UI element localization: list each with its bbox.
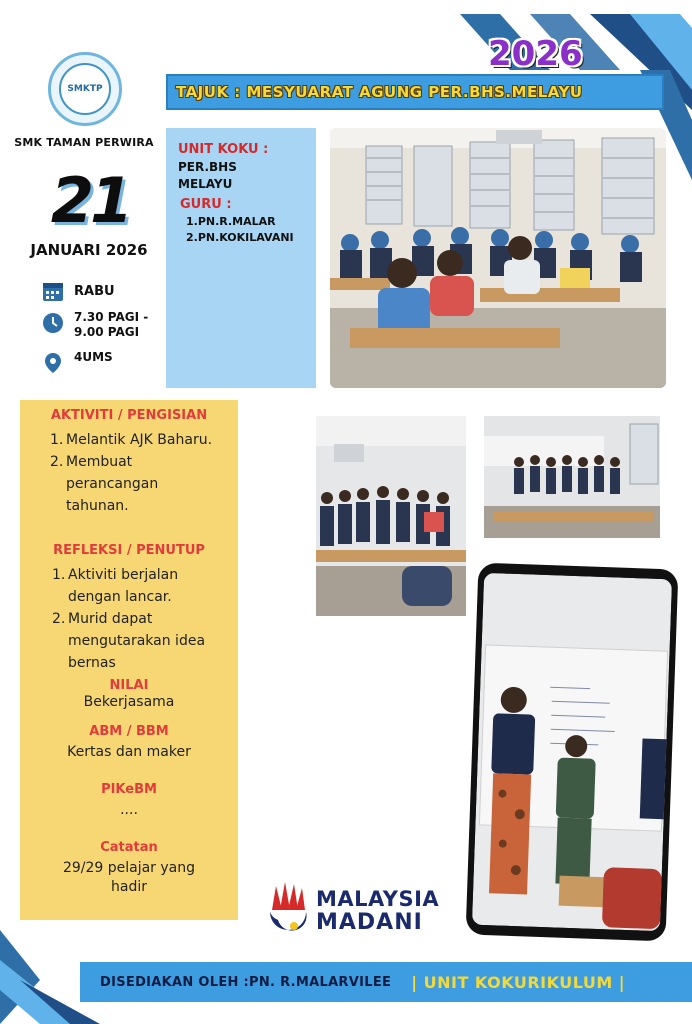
list-item-number: 1. [50,432,64,448]
list-item-text: Murid dapat mengutarakan idea bernas [68,611,206,671]
malaysia-madani-logo [268,880,439,942]
pikebm-heading: PIKeBM [101,782,157,797]
calendar-icon [42,280,64,302]
time-start: 7.30 PAGI - [74,310,149,324]
madani-emblem-icon [268,880,308,942]
activity-list [50,429,224,517]
classroom-photo-2 [316,416,466,616]
list-item [50,429,224,451]
catatan-heading: Catatan [100,840,158,855]
school-logo-inner [59,63,111,115]
list-item-number: 2. [52,611,66,627]
guru-list [186,214,304,246]
activity-heading: AKTIVITI / PENGISIAN [50,408,208,423]
classroom-photo-3 [484,416,660,538]
abm-heading: ABM / BBM [89,724,169,739]
clock-icon [42,312,64,334]
list-item-text: Membuat perancangan tahunan. [66,454,159,514]
title-bar [166,74,664,110]
reflection-list [52,564,224,674]
weekday: RABU [74,284,115,299]
page-title: TAJUK : MESYUARAT AGUNG PER.BHS.MELAYU [176,83,583,101]
list-item-text: Melantik AJK Baharu. [66,432,213,448]
catatan-value: 29/29 pelajar yang hadir [62,860,196,895]
unit-value [178,159,304,193]
guru-item: 1.PN.R.MALAR [186,215,276,228]
pikebm-value: .... [120,802,138,818]
reflection-heading: REFLEKSI / PENUTUP [53,543,205,558]
list-item-number: 2. [50,454,64,470]
list-item-text: Aktiviti berjalan dengan lancar. [68,567,179,605]
classroom-photo-4 [466,563,679,942]
list-item [50,451,224,517]
school-name: SMK TAMAN PERWIRA [14,136,154,149]
time-range [74,310,148,340]
school-logo [48,52,122,126]
unit-label: UNIT KOKU : [178,142,269,157]
footer-unit: | UNIT KOKURIKULUM | [411,972,626,992]
location-pin-icon [42,352,64,374]
unit-value-line1: PER.BHS [178,160,237,174]
activity-panel [20,400,238,920]
nilai-heading: NILAI [109,678,149,693]
time-end: 9.00 PAGI [74,325,140,339]
footer-bar [80,962,692,1002]
nilai-value: Bekerjasama [83,694,175,710]
madani-text [316,888,439,934]
logo-text: SMKTP [67,84,103,94]
prepared-by: DISEDIAKAN OLEH :PN. R.MALARVILEE [100,974,392,990]
unit-value-line2: MELAYU [178,177,233,191]
list-item-number: 1. [52,567,66,583]
location: 4UMS [74,350,113,364]
classroom-photo-main [330,128,666,388]
list-item [52,608,224,674]
madani-line1: MALAYSIA [316,887,440,911]
abm-value: Kertas dan maker [67,744,191,760]
date-month-year: JANUARI 2026 [30,241,148,259]
list-item [52,564,224,608]
guru-label: GURU : [180,197,232,212]
madani-line2: MADANI [316,910,423,935]
date-day: 21 [50,164,130,237]
unit-info-box [166,128,316,388]
guru-item: 2.PN.KOKILAVANI [186,231,294,244]
year-badge: 2026 [488,34,583,74]
